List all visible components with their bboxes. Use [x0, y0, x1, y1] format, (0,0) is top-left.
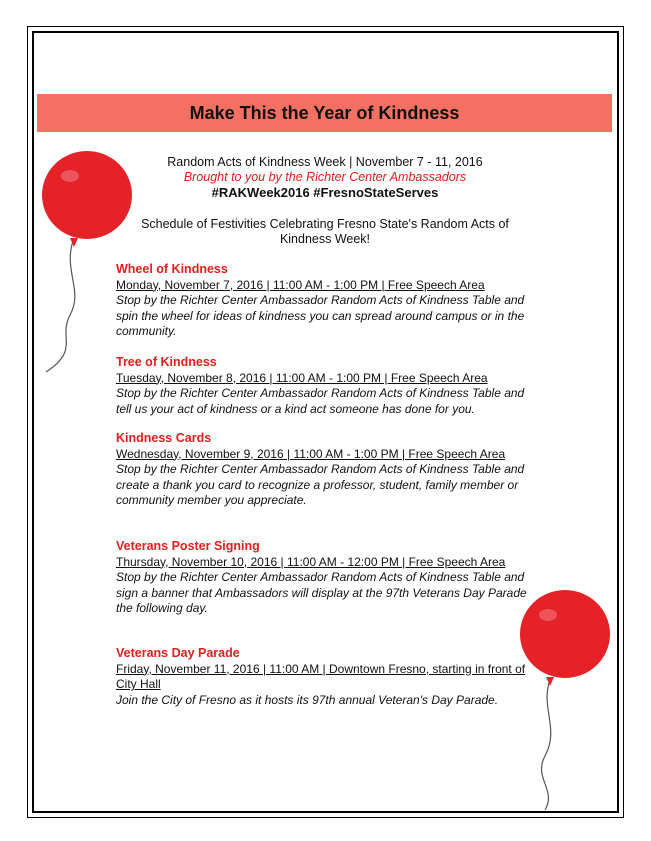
event-description: Stop by the Richter Center Ambassador Random Acts of Kindness Table and sign a banner that Ambassadors will display at the 97th Veterans Day Parade the following day. [116, 570, 527, 615]
hashtags: #RAKWeek2016 #FresnoStateServes [211, 185, 439, 200]
page-title: Make This the Year of Kindness [189, 102, 460, 123]
event-week-line: Random Acts of Kindness Week | November 7 - 11, 2016 [167, 155, 483, 169]
event-description: Join the City of Fresno as it hosts its 97th annual Veteran's Day Parade. [116, 692, 499, 707]
event-description: Stop by the Richter Center Ambassador Random Acts of Kindness Table and create a thank you card to recognize a professor, student, family member or community member you appreciate. [116, 462, 525, 507]
event-datetime: Monday, November 7, 2016 | 11:00 AM - 1:00 PM | Free Speech Area [116, 277, 485, 292]
event-description: Stop by the Richter Center Ambassador Random Acts of Kindness Table and spin the wheel for ideas of kindness you can spread around campus or in the community. [116, 293, 525, 338]
event-item [116, 431, 531, 509]
event-item [116, 262, 531, 340]
event-title: Veterans Poster Signing [116, 539, 260, 553]
event-item [116, 355, 531, 417]
schedule-heading: Schedule of Festivities Celebrating Fresno State's Random Acts of Kindness Week! [141, 217, 509, 246]
event-item [116, 646, 531, 708]
title-banner [37, 94, 612, 132]
sponsor-line: Brought to you by the Richter Center Ambassadors [183, 170, 467, 184]
event-datetime: Tuesday, November 8, 2016 | 11:00 AM - 1:00 PM | Free Speech Area [116, 370, 488, 385]
intro-block [120, 155, 530, 200]
event-title: Tree of Kindness [116, 355, 217, 369]
event-title: Wheel of Kindness [116, 262, 228, 276]
event-datetime: Friday, November 11, 2016 | 11:00 AM | Downtown Fresno, starting in front of City Hall [116, 661, 526, 691]
event-description: Stop by the Richter Center Ambassador Random Acts of Kindness Table and tell us your act of kindness or a kind act someone has done for you. [116, 386, 525, 416]
event-title: Kindness Cards [116, 431, 212, 445]
event-datetime: Wednesday, November 9, 2016 | 11:00 AM - 1:00 PM | Free Speech Area [116, 446, 506, 461]
event-item [116, 539, 531, 617]
event-title: Veterans Day Parade [116, 646, 240, 660]
event-datetime: Thursday, November 10, 2016 | 11:00 AM - 12:00 PM | Free Speech Area [116, 554, 506, 569]
